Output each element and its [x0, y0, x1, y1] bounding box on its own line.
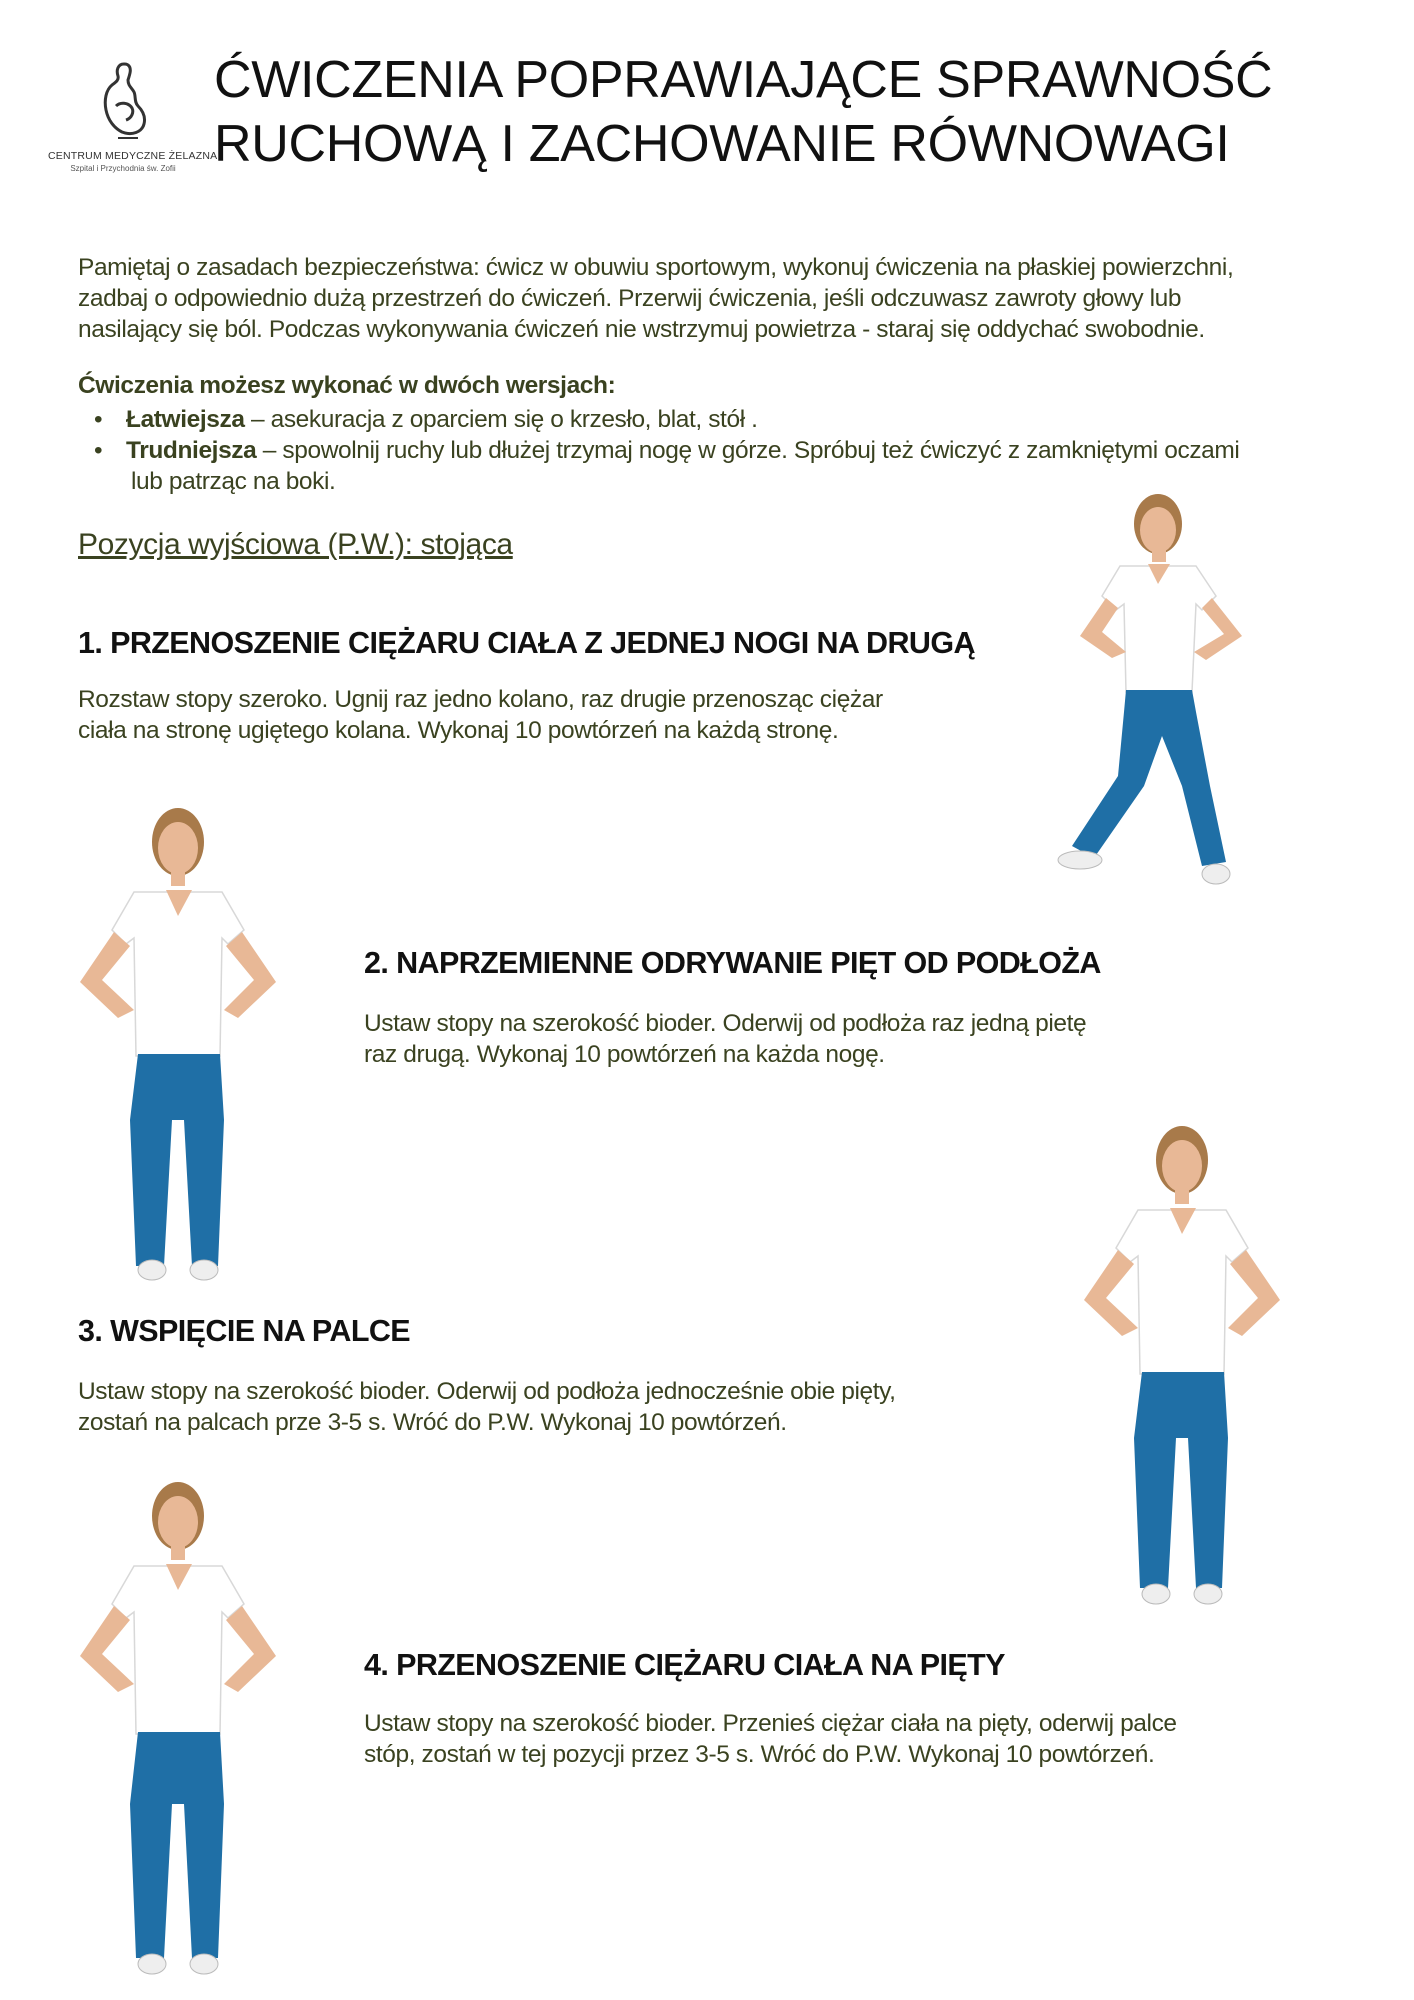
exercise-2-line-1: Ustaw stopy na szerokość bioder. Oderwij od podłoża raz jedną pietę: [364, 1010, 1087, 1037]
intro-line-2: zadbaj o odpowiednio dużą przestrzeń do ćwiczeń. Przerwij ćwiczenia, jeśli odczuwasz zawroty głowy lub: [78, 285, 1182, 312]
start-position-heading: Pozycja wyjściowa (P.W.): stojąca: [78, 528, 513, 561]
logo: [48, 58, 218, 178]
intro-line-3: nasilający się ból. Podczas wykonywania ćwiczeń nie wstrzymuj powietrza - staraj się oddychać swobodnie.: [78, 316, 1205, 343]
exercise-2-description: [364, 1008, 1086, 1070]
exercise-2-line-2: raz drugą. Wykonaj 10 powtórzeń na każda nogę.: [364, 1041, 885, 1068]
logo-subtitle: Szpital i Przychodnia św. Zofii: [70, 164, 176, 173]
bullet-icon: •: [94, 406, 103, 433]
exercise-3-line-1: Ustaw stopy na szerokość bioder. Oderwij od podłoża jednocześnie obie pięty,: [78, 1378, 896, 1405]
page-title: [214, 48, 1364, 176]
exercise-3-line-2: zostań na palcach prze 3-5 s. Wróć do P.W. Wykonaj 10 powtórzeń.: [78, 1409, 787, 1436]
exercise-2-photo: [74, 800, 290, 1286]
exercise-4-line-1: Ustaw stopy na szerokość bioder. Przenieś ciężar ciała na pięty, oderwij palce: [364, 1710, 1177, 1737]
harder-label: Trudniejsza: [126, 437, 257, 464]
logo-name: CENTRUM MEDYCZNE ŻELAZNA: [48, 150, 218, 162]
exercise-2-title: 2. NAPRZEMIENNE ODRYWANIE PIĘT OD PODŁOŻA: [364, 946, 1101, 980]
harder-continuation: lub patrząc na boki.: [131, 468, 336, 495]
bullet-icon: •: [94, 437, 103, 464]
exercise-1-line-2: ciała na stronę ugiętego kolana. Wykonaj 10 powtórzeń na każdą stronę.: [78, 717, 839, 744]
title-line-2: RUCHOWĄ I ZACHOWANIE RÓWNOWAGI: [214, 115, 1230, 173]
exercise-3-photo: [1078, 1118, 1294, 1614]
exercise-3-description: [78, 1376, 896, 1438]
exercise-4-photo: [74, 1474, 290, 1982]
exercise-3-title: 3. WSPIĘCIE NA PALCE: [78, 1314, 411, 1348]
exercise-4-title: 4. PRZENOSZENIE CIĘŻARU CIAŁA NA PIĘTY: [364, 1648, 1005, 1682]
safety-intro: [78, 252, 1368, 345]
exercise-1-description: [78, 684, 883, 746]
easier-label: Łatwiejsza: [126, 406, 245, 433]
exercise-1-title: 1. PRZENOSZENIE CIĘŻARU CIAŁA Z JEDNEJ NOGI NA DRUGĄ: [78, 626, 975, 660]
exercise-4-description: [364, 1708, 1177, 1770]
exercise-4-line-2: stóp, zostań w tej pozycji przez 3-5 s. Wróć do P.W. Wykonaj 10 powtórzeń.: [364, 1741, 1155, 1768]
list-item-easier: [78, 404, 1368, 435]
easier-text: – asekuracja z oparciem się o krzesło, blat, stół .: [244, 406, 758, 433]
harder-text: – spowolnij ruchy lub dłużej trzymaj nogę w górze. Spróbuj też ćwiczyć z zamkniętymi oczami: [256, 437, 1240, 464]
mother-child-logo-icon: [88, 58, 158, 144]
list-item-harder: [78, 435, 1368, 466]
intro-line-1: Pamiętaj o zasadach bezpieczeństwa: ćwicz w obuwiu sportowym, wykonuj ćwiczenia na płaskiej powierzchni,: [78, 254, 1234, 281]
versions-heading: Ćwiczenia możesz wykonać w dwóch wersjach:: [78, 372, 616, 399]
exercise-1-photo: [1010, 486, 1300, 906]
title-line-1: ĆWICZENIA POPRAWIAJĄCE SPRAWNOŚĆ: [214, 51, 1273, 109]
exercise-1-line-1: Rozstaw stopy szeroko. Ugnij raz jedno kolano, raz drugie przenosząc ciężar: [78, 686, 883, 713]
versions-list: [78, 404, 1368, 497]
